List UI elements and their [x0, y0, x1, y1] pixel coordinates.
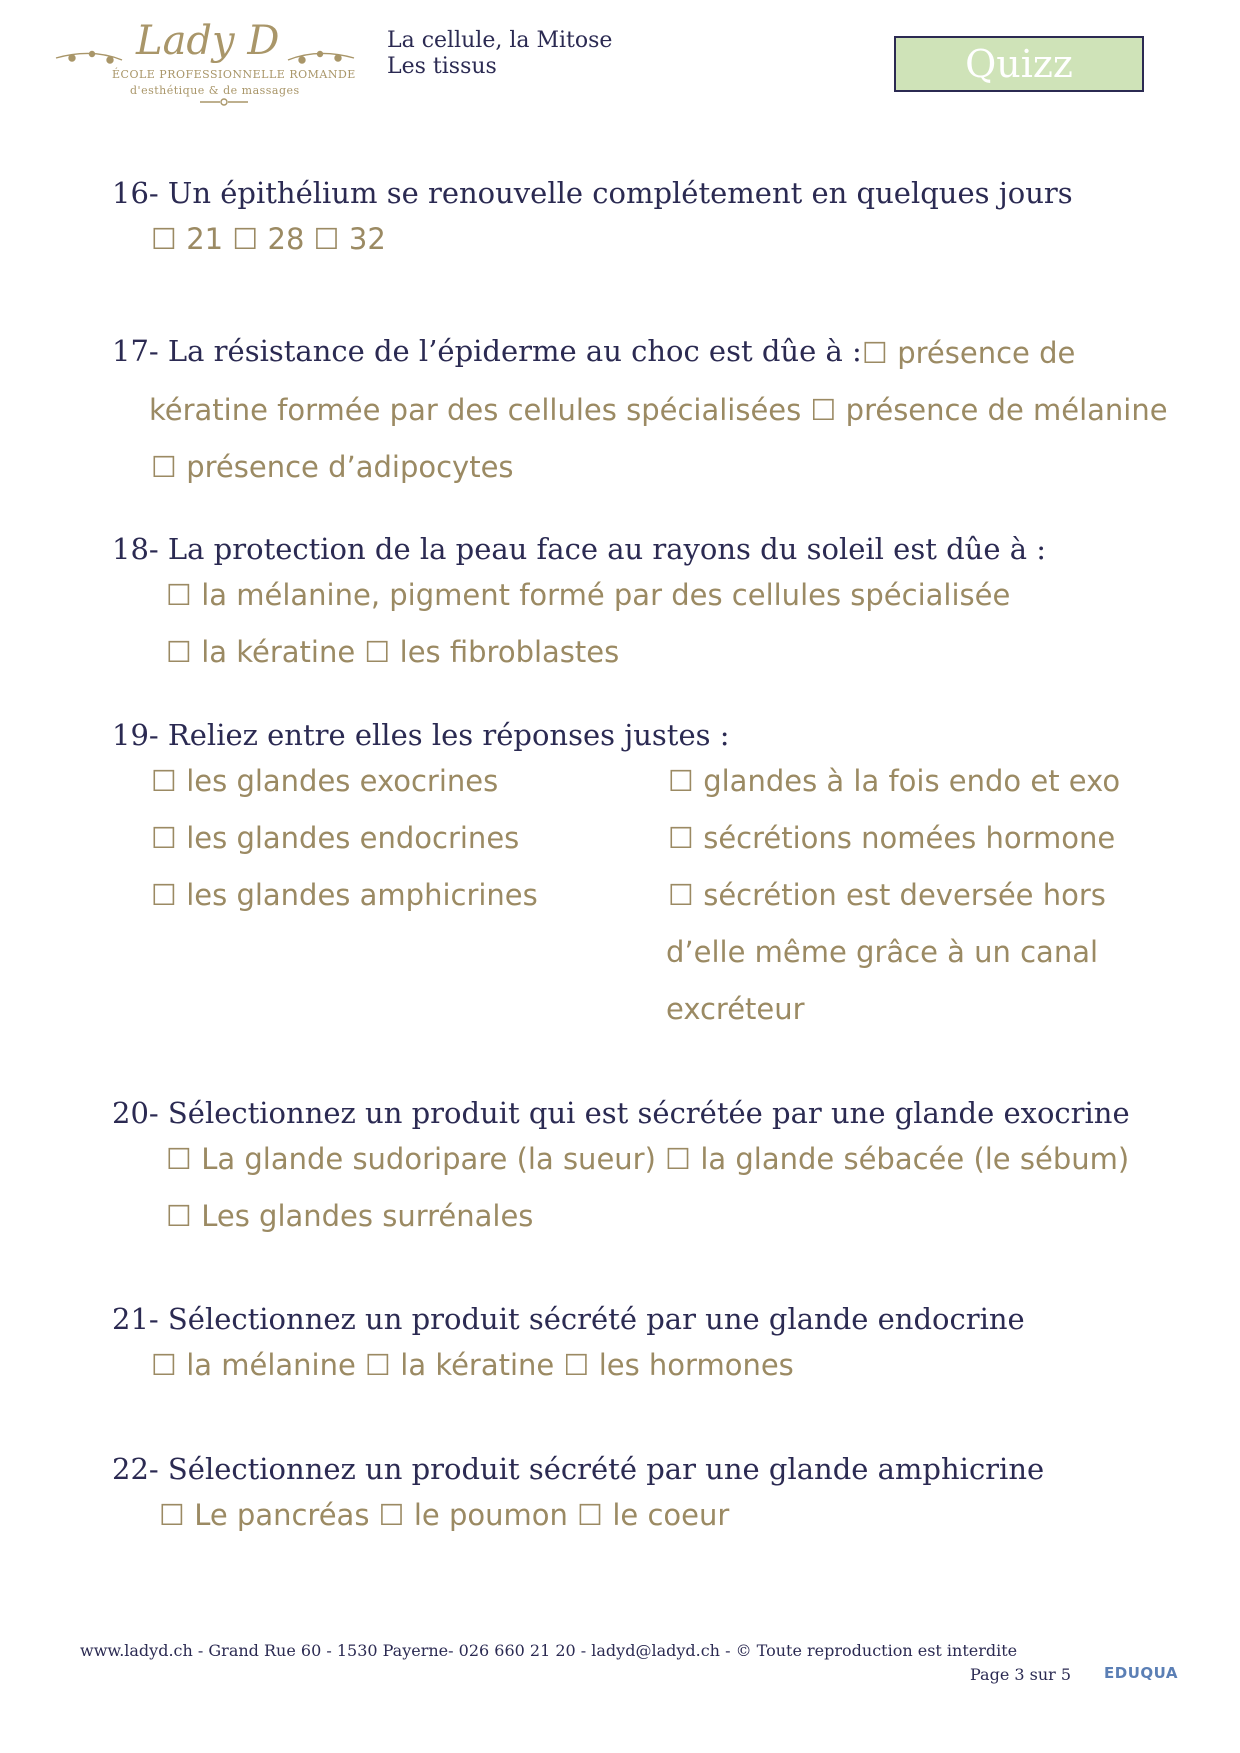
- question-19-right-3-cont-1: d’elle même grâce à un canal: [666, 935, 1099, 969]
- question-20: 20- Sélectionnez un produit qui est sécrétée par une glande exocrine: [112, 1096, 1130, 1130]
- eduqua-logo-text: EDUQUA: [1104, 1664, 1178, 1682]
- question-18-options-line-1[interactable]: ☐ la mélanine, pigment formé par des cellules spécialisée: [166, 578, 1011, 612]
- header-title-line-1: La cellule, la Mitose: [387, 28, 613, 53]
- footer-page-number: Page 3 sur 5: [970, 1665, 1072, 1684]
- question-17-option-inline[interactable]: ☐ présence de: [862, 336, 1076, 370]
- logo-line-2: d'esthétique & de massages: [130, 84, 300, 97]
- question-17-options-line-2[interactable]: ☐ présence d’adipocytes: [151, 450, 514, 484]
- school-logo: [52, 18, 358, 114]
- question-17-options-line-1[interactable]: kératine formée par des cellules spécialisées ☐ présence de mélanine: [149, 393, 1168, 427]
- footer-address: www.ladyd.ch - Grand Rue 60 - 1530 Payerne- 026 660 21 20 - ladyd@ladyd.ch - © Toute reproduction est interdite: [80, 1641, 1018, 1660]
- question-19-right-3-cont-2: excréteur: [666, 992, 805, 1026]
- logo-line-1: ÉCOLE PROFESSIONNELLE ROMANDE: [112, 68, 356, 81]
- eduqua-logo: [1104, 1664, 1178, 1682]
- logo-name: Lady D: [136, 18, 280, 64]
- question-22: 22- Sélectionnez un produit sécrété par une glande amphicrine: [112, 1452, 1045, 1486]
- question-16: 16- Un épithélium se renouvelle complétement en quelques jours: [112, 176, 1073, 210]
- header-title-line-2: Les tissus: [387, 54, 497, 79]
- question-17: 17- La résistance de l’épiderme au choc est dûe à :: [112, 334, 862, 368]
- question-21-options[interactable]: ☐ la mélanine ☐ la kératine ☐ les hormones: [151, 1348, 794, 1382]
- question-19-left-1[interactable]: ☐ les glandes exocrines: [151, 764, 499, 798]
- question-19-left-3[interactable]: ☐ les glandes amphicrines: [151, 878, 538, 912]
- question-18-options-line-2[interactable]: ☐ la kératine ☐ les fibroblastes: [166, 635, 620, 669]
- question-19-right-1[interactable]: ☐ glandes à la fois endo et exo: [668, 764, 1121, 798]
- question-21: 21- Sélectionnez un produit sécrété par une glande endocrine: [112, 1302, 1025, 1336]
- question-22-options[interactable]: ☐ Le pancréas ☐ le poumon ☐ le coeur: [159, 1498, 730, 1532]
- question-19-right-2[interactable]: ☐ sécrétions nomées hormone: [668, 821, 1116, 855]
- question-20-options-line-2[interactable]: ☐ Les glandes surrénales: [166, 1199, 534, 1233]
- quizz-badge: Quizz: [894, 36, 1144, 92]
- question-19-right-3[interactable]: ☐ sécrétion est deversée hors: [668, 878, 1106, 912]
- question-19: 19- Reliez entre elles les réponses justes :: [112, 718, 730, 752]
- question-16-options[interactable]: ☐ 21 ☐ 28 ☐ 32: [151, 222, 386, 256]
- question-20-options-line-1[interactable]: ☐ La glande sudoripare (la sueur) ☐ la glande sébacée (le sébum): [166, 1142, 1130, 1176]
- question-19-left-2[interactable]: ☐ les glandes endocrines: [151, 821, 520, 855]
- question-18: 18- La protection de la peau face au rayons du soleil est dûe à :: [112, 532, 1046, 566]
